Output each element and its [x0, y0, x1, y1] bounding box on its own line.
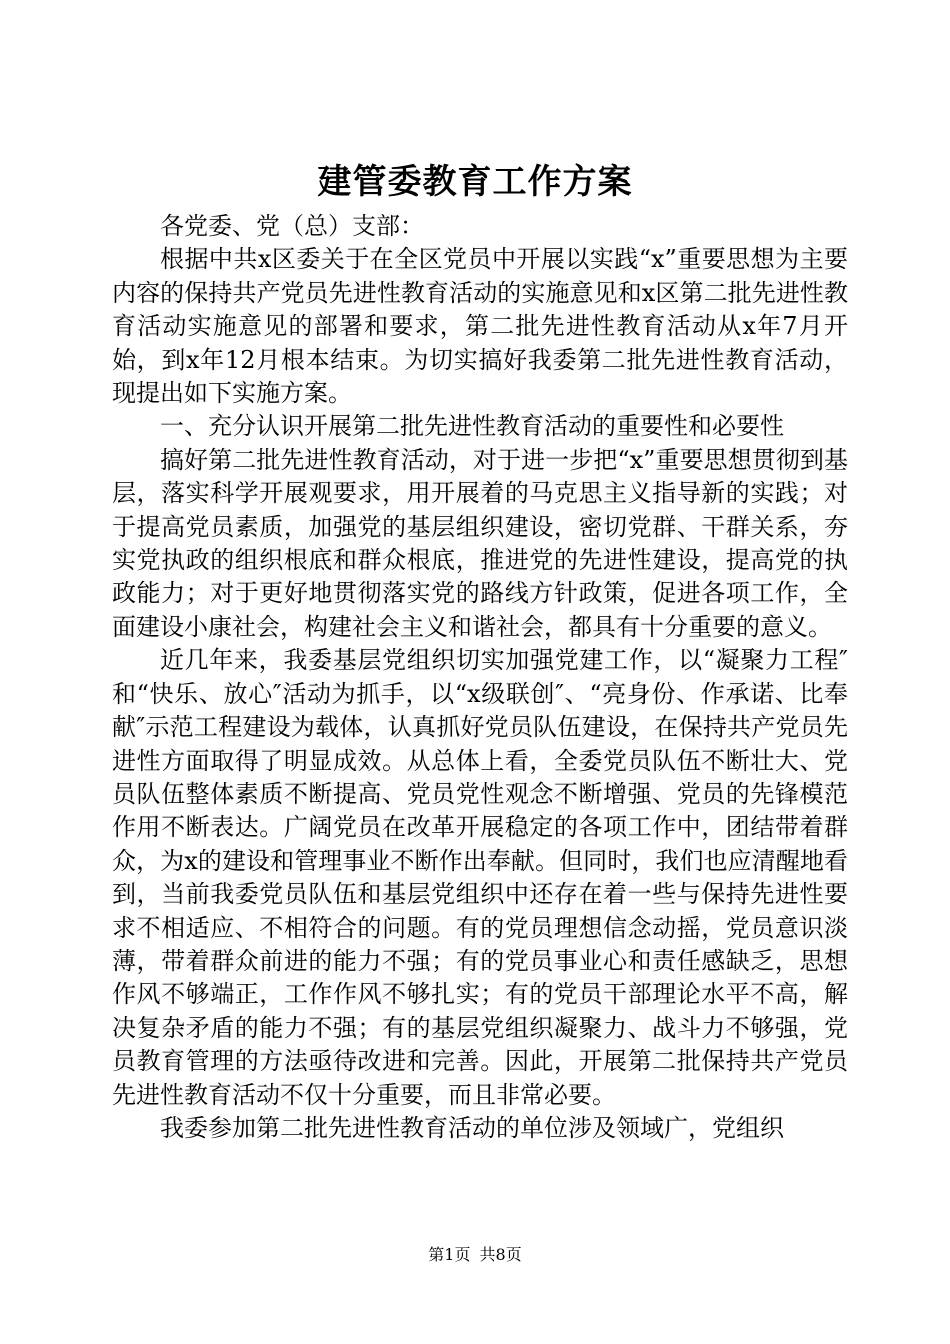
body-paragraph: 我委参加第二批先进性教育活动的单位涉及领域广，党组织	[160, 1113, 784, 1142]
page-total: 共8页	[479, 1245, 522, 1264]
section-heading: 一、充分认识开展第二批先进性教育活动的重要性和必要性	[160, 412, 784, 441]
body-paragraph: 搞好第二批先进性教育活动，对于进一步把“x”重要思想贯彻到基层，落实科学开展观要求，用开展着的马克思主义指导新的实践；对于提高党员素质，加强党的基层组织建设，密切党群、干群关系，夯实党执政的组织根底和群众根底，推进党的先进性建设，提高党的执政能力；对于更好地贯彻落实党的路线方针政策，促进各项工作，全面建设小康社会，构建社会主义和谐社会，都具有十分重要的意义。	[112, 445, 848, 641]
document-title: 建管委教育工作方案	[317, 162, 633, 202]
body-paragraph: 近几年来，我委基层党组织切实加强党建工作，以“凝聚力工程″和“快乐、放心″活动为抓手，以“x级联创″、“亮身份、作承诺、比奉献″示范工程建设为载体，认真抓好党员队伍建设，在保持共产党员先进性方面取得了明显成效。从总体上看，全委党员队伍不断壮大、党员队伍整体素质不断提高、党员党性观念不断增强、党员的先锋模范作用不断表达。广阔党员在改革开展稳定的各项工作中，团结带着群众，为x的建设和管理事业不断作出奉献。但同时，我们也应清醒地看到，当前我委党员队伍和基层党组织中还存在着一些与保持先进性要求不相适应、不相符合的问题。有的党员理想信念动摇，党员意识淡薄，带着群众前进的能力不强；有的党员事业心和责任感缺乏，思想作风不够端正，工作作风不够扎实；有的党员干部理论水平不高，解决复杂矛盾的能力不强；有的基层党组织凝聚力、战斗力不够强，党员教育管理的方法亟待改进和完善。因此，开展第二批保持共产党员先进性教育活动不仅十分重要，而且非常必要。	[112, 646, 848, 1109]
page-number: 第1页	[428, 1245, 471, 1264]
document-body	[112, 210, 848, 1145]
page-footer	[0, 1244, 950, 1266]
salutation-paragraph: 各党委、党（总）支部：	[160, 212, 424, 240]
intro-paragraph: 根据中共x区委关于在全区党员中开展以实践“x”重要思想为主要内容的保持共产党员先进性教育活动的实施意见和x区第二批先进性教育活动实施意见的部署和要求，第二批先进性教育活动从x年7月开始，到x年12月根本结束。为切实搞好我委第二批先进性教育活动，现提出如下实施方案。	[112, 245, 848, 408]
